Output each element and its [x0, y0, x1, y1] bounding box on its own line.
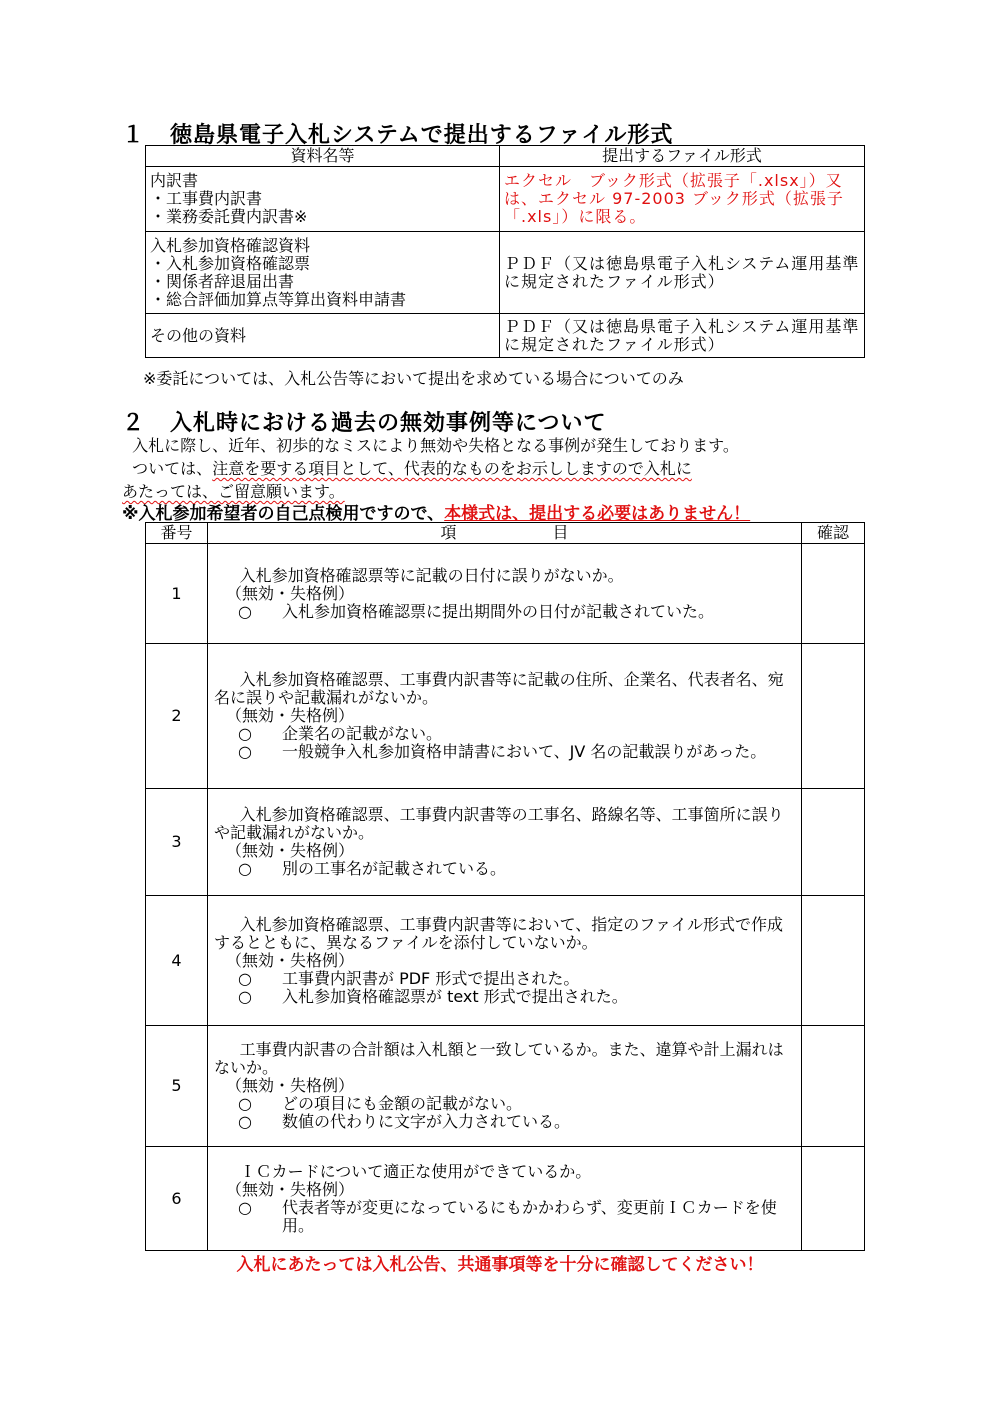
file-format-cell: エクセル ブック形式（拡張子「.xlsx」）又は、エクセル 97-2003 ブック形式（拡張子「.xls」）に限る。 [500, 167, 865, 232]
section2-heading [122, 406, 607, 437]
footer-warning: 入札にあたっては入札公告、共通事項等を十分に確認してください！ [236, 1255, 764, 1275]
table-row [146, 167, 865, 232]
example-item: ○ 工事費内訳書が PDF 形式で提出された。 [238, 970, 795, 988]
header-document-name: 資料名等 [146, 146, 500, 167]
document-name-cell: 内訳書 ・工事費内訳書 ・業務委託費内訳書※ [146, 167, 500, 232]
item-cell [208, 1026, 802, 1147]
check-cell[interactable] [802, 1026, 865, 1147]
file-format-cell: ＰＤＦ（又は徳島県電子入札システム運用基準に規定されたファイル形式） [500, 314, 865, 358]
section2-intro [122, 434, 892, 503]
table-row [146, 1026, 865, 1147]
item-cell [208, 1147, 802, 1251]
file-format-cell: ＰＤＦ（又は徳島県電子入札システム運用基準に規定されたファイル形式） [500, 232, 865, 314]
self-check-notice [122, 499, 750, 524]
section1-title: 徳島県電子入札システムで提出するファイル形式 [170, 123, 674, 148]
table-row [146, 1147, 865, 1251]
item-number: 4 [146, 896, 208, 1026]
item-number: 6 [146, 1147, 208, 1251]
example-item: ○ 数値の代わりに文字が入力されている。 [238, 1113, 795, 1131]
section2-title: 入札時における過去の無効事例等について [170, 411, 607, 436]
check-cell[interactable] [802, 1147, 865, 1251]
example-item: ○ 一般競争入札参加資格申請書において、JV 名の記載誤りがあった。 [238, 743, 795, 761]
item-question: 入札参加資格確認票、工事費内訳書等の工事名、路線名等、工事箇所に誤りや記載漏れがないか。 [214, 805, 784, 842]
check-cell[interactable] [802, 896, 865, 1026]
item-cell [208, 896, 802, 1026]
item-question: ＩＣカードについて適正な使用ができているか。 [239, 1161, 592, 1181]
item-question: 工事費内訳書の合計額は入札額と一致しているか。また、違算や計上漏れはないか。 [214, 1040, 784, 1077]
example-label: （無効・失格例） [226, 1076, 355, 1095]
example-item: ○ どの項目にも金額の記載がない。 [238, 1095, 795, 1113]
document-name-cell: 入札参加資格確認資料 ・入札参加資格確認票 ・関係者辞退届出書 ・総合評価加算点等算出資料申請書 [146, 232, 500, 314]
item-number: 1 [146, 544, 208, 644]
item-cell [208, 789, 802, 896]
header-item: 項 目 [208, 523, 802, 544]
table-row [146, 896, 865, 1026]
no-submission-warning: 本様式は、提出する必要はありません！ [444, 504, 751, 524]
example-item: ○ 別の工事名が記載されている。 [238, 860, 795, 878]
table-row [146, 644, 865, 789]
example-label: （無効・失格例） [226, 950, 355, 970]
example-item: ○ 企業名の記載がない。 [238, 725, 795, 743]
item-number: 3 [146, 789, 208, 896]
header-number: 番号 [146, 523, 208, 544]
example-label: （無効・失格例） [226, 841, 355, 860]
check-cell[interactable] [802, 789, 865, 896]
table1-header-row [146, 146, 865, 167]
table-row [146, 314, 865, 358]
item-cell [208, 644, 802, 789]
section2-number: ２ [122, 411, 146, 436]
table2-header-row [146, 523, 865, 544]
item-question: 入札参加資格確認票、工事費内訳書等に記載の住所、企業名、代表者名、宛名に誤りや記載漏れがないか。 [214, 670, 784, 707]
header-check: 確認 [802, 523, 865, 544]
example-label: （無効・失格例） [226, 706, 355, 725]
example-item: ○ 入札参加資格確認票が text 形式で提出された。 [238, 988, 795, 1006]
table-row [146, 789, 865, 896]
example-label: （無効・失格例） [226, 583, 355, 603]
intro-line-1: 入札に際し、近年、初歩的なミスにより無効や失格となる事例が発生しております。 [132, 436, 739, 455]
file-format-table [145, 145, 865, 358]
example-item: ○ 入札参加資格確認票に提出期間外の日付が記載されていた。 [238, 603, 795, 621]
intro-line-2a: ついては、 [132, 459, 213, 478]
header-file-format: 提出するファイル形式 [500, 146, 865, 167]
item-question: 入札参加資格確認票等に記載の日付に誤りがないか。 [239, 565, 624, 585]
example-label: （無効・失格例） [226, 1179, 355, 1199]
checklist-table [145, 522, 865, 1251]
document-name-cell: その他の資料 [146, 314, 500, 358]
example-item: ○ 代表者等が変更になっているにもかかわらず、変更前ＩＣカードを使用。 [238, 1199, 795, 1235]
self-check-text: ※入札参加希望者の自己点検用ですので、 [122, 504, 445, 524]
table-row [146, 232, 865, 314]
check-cell[interactable] [802, 644, 865, 789]
item-cell [208, 544, 802, 644]
intro-line-3: あたっては、ご留意願います。 [122, 482, 345, 501]
section1-note: ※委託については、入札公告等において提出を求めている場合についてのみ [143, 369, 684, 388]
table-row [146, 544, 865, 644]
intro-line-2b: 注意を要する項目として、代表的なものをお示ししますので入札に [212, 459, 692, 478]
check-cell[interactable] [802, 544, 865, 644]
item-question: 入札参加資格確認票、工事費内訳書等において、指定のファイル形式で作成するとともに、異なるファイルを添付していないか。 [214, 914, 783, 952]
item-number: 5 [146, 1026, 208, 1147]
item-number: 2 [146, 644, 208, 789]
section1-number: １ [122, 123, 146, 148]
